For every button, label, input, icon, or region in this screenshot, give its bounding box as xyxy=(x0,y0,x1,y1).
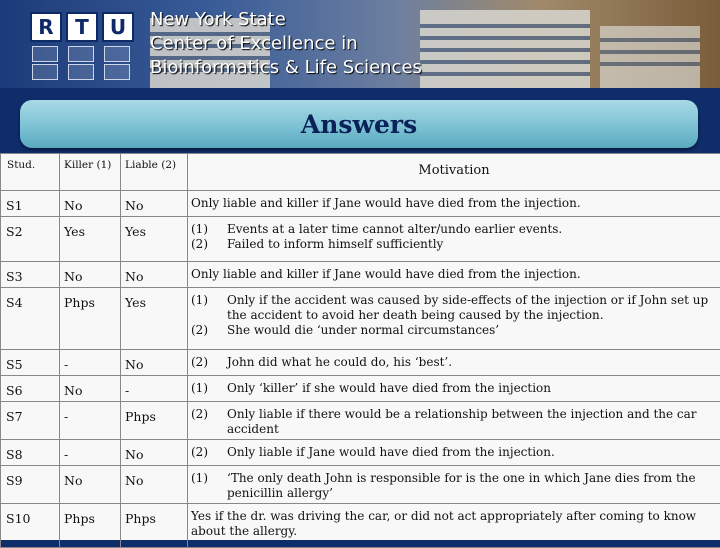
column-header-liable: Liable (2) xyxy=(121,154,188,191)
table-row xyxy=(1,191,720,217)
motivation-cell xyxy=(188,466,720,504)
table-row xyxy=(1,402,720,440)
motivation-line xyxy=(191,196,718,211)
column-header-stud: Stud. xyxy=(1,154,60,191)
student-cell: S7 xyxy=(1,402,60,440)
motivation-line xyxy=(191,509,718,539)
logo-letter: R xyxy=(30,12,62,42)
motivation-text: Only ‘killer’ if she would have died from the injection xyxy=(227,381,718,396)
motivation-number: (2) xyxy=(191,445,227,460)
table-row xyxy=(1,262,720,288)
column-header-killer: Killer (1) xyxy=(60,154,121,191)
motivation-text: John did what he could do, his ‘best’. xyxy=(227,355,718,370)
killer-cell: Phps xyxy=(60,504,121,548)
motivation-line xyxy=(191,222,718,237)
liable-cell: No xyxy=(121,466,188,504)
table-row xyxy=(1,217,720,262)
motivation-line xyxy=(191,471,718,501)
student-cell: S8 xyxy=(1,440,60,466)
motivation-line xyxy=(191,355,718,370)
liable-cell: No xyxy=(121,440,188,466)
killer-cell: - xyxy=(60,440,121,466)
motivation-number: (2) xyxy=(191,355,227,370)
killer-cell: - xyxy=(60,402,121,440)
answers-table xyxy=(0,153,720,548)
motivation-cell xyxy=(188,376,720,402)
liable-cell: No xyxy=(121,262,188,288)
killer-cell: Phps xyxy=(60,288,121,350)
motivation-line xyxy=(191,267,718,282)
motivation-number: (2) xyxy=(191,237,227,252)
table-row xyxy=(1,440,720,466)
motivation-line xyxy=(191,237,718,252)
logo-letter: T xyxy=(66,12,98,42)
header-title-line: Bioinformatics & Life Sciences xyxy=(150,56,422,80)
liable-cell: Phps xyxy=(121,504,188,548)
motivation-text: Only liable if Jane would have died from the injection. xyxy=(227,445,718,460)
background-building xyxy=(420,10,590,88)
killer-cell: No xyxy=(60,466,121,504)
killer-cell: No xyxy=(60,376,121,402)
header-title xyxy=(150,8,422,80)
student-cell: S9 xyxy=(1,466,60,504)
motivation-number: (2) xyxy=(191,323,227,338)
motivation-text: ‘The only death John is responsible for is the one in which Jane dies from the penicillin allergy’ xyxy=(227,471,718,501)
motivation-text: Only liable and killer if Jane would have died from the injection. xyxy=(191,267,718,282)
motivation-number: (1) xyxy=(191,471,227,501)
answers-table-container xyxy=(0,153,720,540)
student-cell: S10 xyxy=(1,504,60,548)
motivation-cell xyxy=(188,191,720,217)
motivation-cell xyxy=(188,440,720,466)
motivation-number: (1) xyxy=(191,293,227,323)
section-title-bar xyxy=(20,100,698,148)
student-cell: S3 xyxy=(1,262,60,288)
motivation-text: Only if the accident was caused by side-effects of the injection or if John set up the accident to avoid her death being caused by the injection. xyxy=(227,293,718,323)
liable-cell: No xyxy=(121,350,188,376)
student-cell: S4 xyxy=(1,288,60,350)
liable-cell: Yes xyxy=(121,217,188,262)
student-cell: S6 xyxy=(1,376,60,402)
table-row xyxy=(1,504,720,548)
motivation-number: (1) xyxy=(191,222,227,237)
motivation-text: Only liable if there would be a relationship between the injection and the car accident xyxy=(227,407,718,437)
killer-cell: No xyxy=(60,191,121,217)
motivation-number: (1) xyxy=(191,381,227,396)
motivation-text: Events at a later time cannot alter/undo earlier events. xyxy=(227,222,718,237)
motivation-cell xyxy=(188,402,720,440)
motivation-text: Failed to inform himself sufficiently xyxy=(227,237,718,252)
table-row xyxy=(1,466,720,504)
section-title: Answers xyxy=(301,110,417,139)
motivation-number: (2) xyxy=(191,407,227,437)
motivation-text: Yes if the dr. was driving the car, or did not act appropriately after coming to know about the allergy. xyxy=(191,509,718,539)
motivation-text: Only liable and killer if Jane would have died from the injection. xyxy=(191,196,718,211)
liable-cell: No xyxy=(121,191,188,217)
header-title-line: Center of Excellence in xyxy=(150,32,422,56)
killer-cell: No xyxy=(60,262,121,288)
table-row xyxy=(1,376,720,402)
motivation-line xyxy=(191,293,718,323)
motivation-cell xyxy=(188,350,720,376)
motivation-line xyxy=(191,445,718,460)
motivation-cell xyxy=(188,288,720,350)
table-header-row xyxy=(1,154,720,191)
motivation-text: She would die ‘under normal circumstances’ xyxy=(227,323,718,338)
rtu-logo xyxy=(22,8,140,82)
student-cell: S5 xyxy=(1,350,60,376)
motivation-line xyxy=(191,381,718,396)
logo-letter: U xyxy=(102,12,134,42)
motivation-line xyxy=(191,407,718,437)
table-row xyxy=(1,350,720,376)
liable-cell: Yes xyxy=(121,288,188,350)
header-banner xyxy=(0,0,720,88)
liable-cell: Phps xyxy=(121,402,188,440)
header-title-line: New York State xyxy=(150,8,422,32)
killer-cell: - xyxy=(60,350,121,376)
motivation-cell xyxy=(188,262,720,288)
student-cell: S2 xyxy=(1,217,60,262)
column-header-motivation: Motivation xyxy=(188,154,720,191)
liable-cell: - xyxy=(121,376,188,402)
background-building xyxy=(600,26,700,88)
table-body xyxy=(1,191,720,548)
student-cell: S1 xyxy=(1,191,60,217)
table-row xyxy=(1,288,720,350)
motivation-cell xyxy=(188,504,720,548)
motivation-line xyxy=(191,323,718,338)
killer-cell: Yes xyxy=(60,217,121,262)
motivation-cell xyxy=(188,217,720,262)
